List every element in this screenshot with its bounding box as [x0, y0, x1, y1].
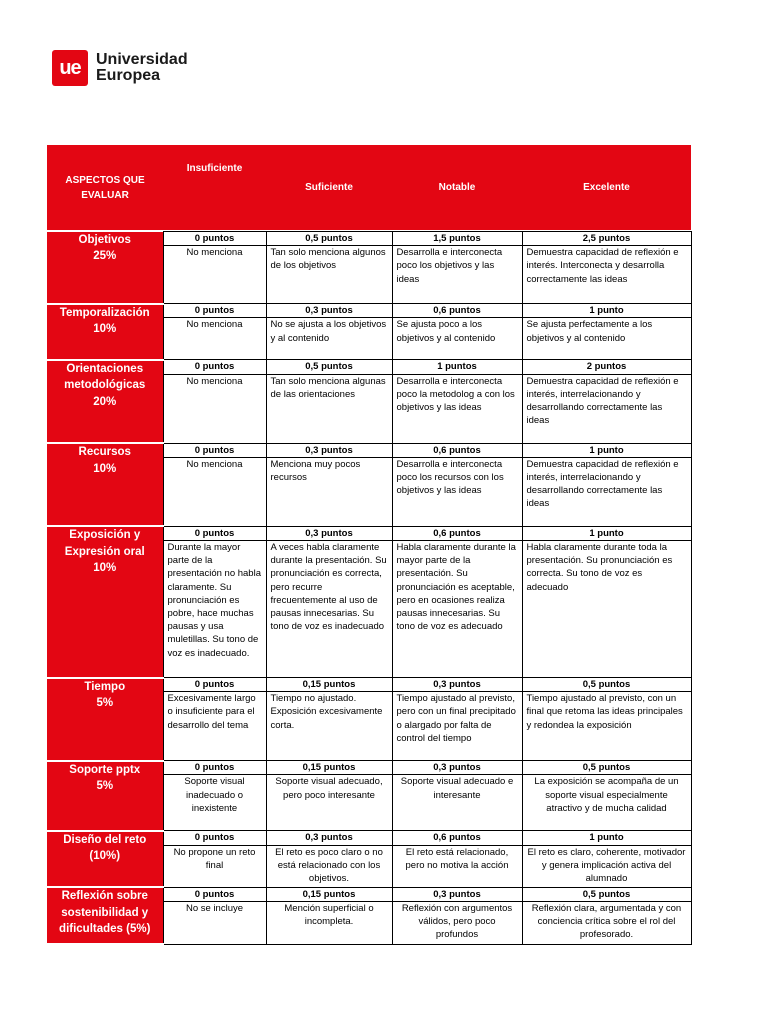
description-cell: Desarrolla e interconecta poco los objetivos y las ideas [392, 246, 522, 304]
points-row [47, 232, 691, 246]
points-cell: 0 puntos [163, 831, 266, 845]
points-cell: 0,6 puntos [392, 443, 522, 457]
description-cell: Se ajusta poco a los objetivos y al contenido [392, 318, 522, 360]
points-row [47, 360, 691, 374]
aspect-cell [47, 887, 163, 944]
points-cell: 0,3 puntos [392, 678, 522, 692]
points-cell: 0,3 puntos [392, 761, 522, 775]
description-cell: No menciona [163, 318, 266, 360]
description-cell: No se ajusta a los objetivos y al contenido [266, 318, 392, 360]
points-cell: 0 puntos [163, 761, 266, 775]
description-cell: Soporte visual inadecuado o inexistente [163, 775, 266, 831]
aspect-label: 25% [93, 250, 117, 262]
description-cell: Tiempo no ajustado. Exposición excesivamente corta. [266, 692, 392, 761]
points-row [47, 304, 691, 318]
description-cell: No se incluye [163, 901, 266, 944]
points-cell: 0 puntos [163, 678, 266, 692]
description-cell: El reto es claro, coherente, motivador y genera implicación activa del alumnado [522, 845, 691, 887]
description-cell: Durante la mayor parte de la presentación no habla claramente. Su pronunciación es pobre, hace muchas pausas y usa muletillas. Su tono de voz es inadecuado. [163, 541, 266, 678]
aspect-label: 10% [93, 323, 117, 336]
points-cell: 1,5 puntos [392, 232, 522, 246]
aspect-cell [47, 304, 163, 360]
header-insuficiente: Insuficiente [163, 145, 266, 230]
aspect-label: Recursos [78, 446, 131, 459]
description-cell: Mención superficial o incompleta. [266, 901, 392, 944]
aspect-label: Soporte pptx [69, 763, 141, 776]
logo-mark-icon: ue [52, 50, 88, 86]
aspect-cell [47, 443, 163, 526]
description-cell: Reflexión clara, argumentada y con conciencia crítica sobre el rol del profesorado. [522, 901, 691, 944]
points-cell: 2,5 puntos [522, 232, 691, 246]
description-cell: No menciona [163, 457, 266, 526]
points-cell: 0,5 puntos [266, 360, 392, 374]
description-cell: Tan solo menciona algunas de las orientaciones [266, 374, 392, 443]
description-cell: No menciona [163, 374, 266, 443]
aspect-cell [47, 360, 163, 443]
points-cell: 0,5 puntos [522, 678, 691, 692]
aspect-cell [47, 831, 163, 887]
aspect-label: Temporalización [59, 306, 150, 319]
description-cell: Soporte visual adecuado e interesante [392, 775, 522, 831]
aspect-cell [47, 678, 163, 761]
points-row [47, 887, 691, 901]
rubric-table [47, 145, 692, 945]
points-cell: 1 punto [522, 526, 691, 540]
points-cell: 0,6 puntos [392, 526, 522, 540]
aspect-label: 20% [93, 395, 117, 408]
aspect-cell [47, 232, 163, 304]
points-cell: 0 puntos [163, 443, 266, 457]
points-row [47, 443, 691, 457]
description-cell: El reto está relacionado, pero no motiva la acción [392, 845, 522, 887]
aspect-label: 10% [93, 462, 117, 475]
points-cell: 1 punto [522, 304, 691, 318]
aspect-label: 5% [96, 780, 114, 793]
description-cell: A veces habla claramente durante la presentación. Su pronunciación es correcta, pero recurre frecuentemente al uso de pausas innecesarias. Su tono de voz es inadecuado [266, 541, 392, 678]
header-aspects: ASPECTOS QUE EVALUAR [47, 145, 163, 230]
points-cell: 0 puntos [163, 887, 266, 901]
description-cell: Tan solo menciona algunos de los objetivos [266, 246, 392, 304]
logo [52, 50, 188, 86]
logo-wordmark [96, 52, 188, 84]
description-cell: Tiempo ajustado al previsto, con un final que retoma las ideas principales y redondea la exposición [522, 692, 691, 761]
points-cell: 0 puntos [163, 232, 266, 246]
description-cell: Desarrolla e interconecta poco los recursos con los objetivos y las ideas [392, 457, 522, 526]
points-cell: 2 puntos [522, 360, 691, 374]
aspect-label: 5% [96, 697, 114, 710]
logo-line-2: Europea [96, 67, 161, 84]
points-cell: 0,3 puntos [266, 831, 392, 845]
points-row [47, 678, 691, 692]
aspect-cell [47, 526, 163, 677]
description-cell: Demuestra capacidad de reflexión e interés. Interconecta y desarrolla correctamente las ideas [522, 246, 691, 304]
description-cell: El reto es poco claro o no está relacionado con los objetivos. [266, 845, 392, 887]
header-row [47, 145, 691, 230]
points-cell: 0,3 puntos [266, 443, 392, 457]
description-cell: Demuestra capacidad de reflexión e interés, interrelacionando y desarrollando correctamente las ideas [522, 457, 691, 526]
points-cell: 0,15 puntos [266, 678, 392, 692]
points-cell: 1 puntos [392, 360, 522, 374]
description-cell: No menciona [163, 246, 266, 304]
header-notable: Notable [392, 145, 522, 230]
description-cell: Desarrolla e interconecta poco la metodolog a con los objetivos y las ideas [392, 374, 522, 443]
points-row [47, 526, 691, 540]
aspect-label: Reflexión sobre sostenibilidad y dificultades (5%) [59, 890, 151, 936]
logo-line-1: Universidad [96, 51, 188, 68]
aspect-label: Tiempo [84, 680, 126, 693]
aspect-label: (10%) [89, 850, 121, 863]
description-cell: Soporte visual adecuado, pero poco interesante [266, 775, 392, 831]
header-suficiente: Suficiente [266, 145, 392, 230]
aspect-label: Diseño del reto [63, 833, 147, 846]
points-cell: 0,6 puntos [392, 831, 522, 845]
points-row [47, 761, 691, 775]
points-cell: 0 puntos [163, 360, 266, 374]
points-cell: 0,6 puntos [392, 304, 522, 318]
points-cell: 0,5 puntos [522, 761, 691, 775]
aspect-cell [47, 761, 163, 831]
description-cell: Excesivamente largo o insuficiente para el desarrollo del tema [163, 692, 266, 761]
points-cell: 0,15 puntos [266, 887, 392, 901]
points-cell: 0,3 puntos [392, 887, 522, 901]
points-cell: 0 puntos [163, 526, 266, 540]
description-cell: Demuestra capacidad de reflexión e interés, interrelacionando y desarrollando correctamente las ideas [522, 374, 691, 443]
aspect-label: 10% [93, 562, 117, 575]
description-cell: Habla claramente durante la mayor parte de la presentación. Su pronunciación es aceptable, pero en ocasiones realiza pausas innecesarias. Su tono de voz es adecuado [392, 541, 522, 678]
header-excelente: Excelente [522, 145, 691, 230]
points-cell: 0,3 puntos [266, 526, 392, 540]
description-cell: Habla claramente durante toda la presentación. Su pronunciación es correcta. Su tono de voz es adecuado [522, 541, 691, 678]
points-row [47, 831, 691, 845]
points-cell: 1 punto [522, 831, 691, 845]
description-cell: Tiempo ajustado al previsto, pero con un final precipitado o alargado por falta de control del tiempo [392, 692, 522, 761]
aspect-label: Objetivos [78, 233, 131, 246]
points-cell: 0,5 puntos [266, 232, 392, 246]
aspect-label: Exposición y Expresión oral [64, 529, 145, 558]
points-cell: 1 punto [522, 443, 691, 457]
points-cell: 0,15 puntos [266, 761, 392, 775]
description-cell: No propone un reto final [163, 845, 266, 887]
description-cell: Menciona muy pocos recursos [266, 457, 392, 526]
description-cell: La exposición se acompaña de un soporte visual especialmente atractivo y de mucha calidad [522, 775, 691, 831]
points-cell: 0 puntos [163, 304, 266, 318]
aspect-label: Orientaciones metodológicas [64, 362, 146, 392]
points-cell: 0,3 puntos [266, 304, 392, 318]
description-cell: Reflexión con argumentos válidos, pero poco profundos [392, 901, 522, 944]
points-cell: 0,5 puntos [522, 887, 691, 901]
description-cell: Se ajusta perfectamente a los objetivos y al contenido [522, 318, 691, 360]
